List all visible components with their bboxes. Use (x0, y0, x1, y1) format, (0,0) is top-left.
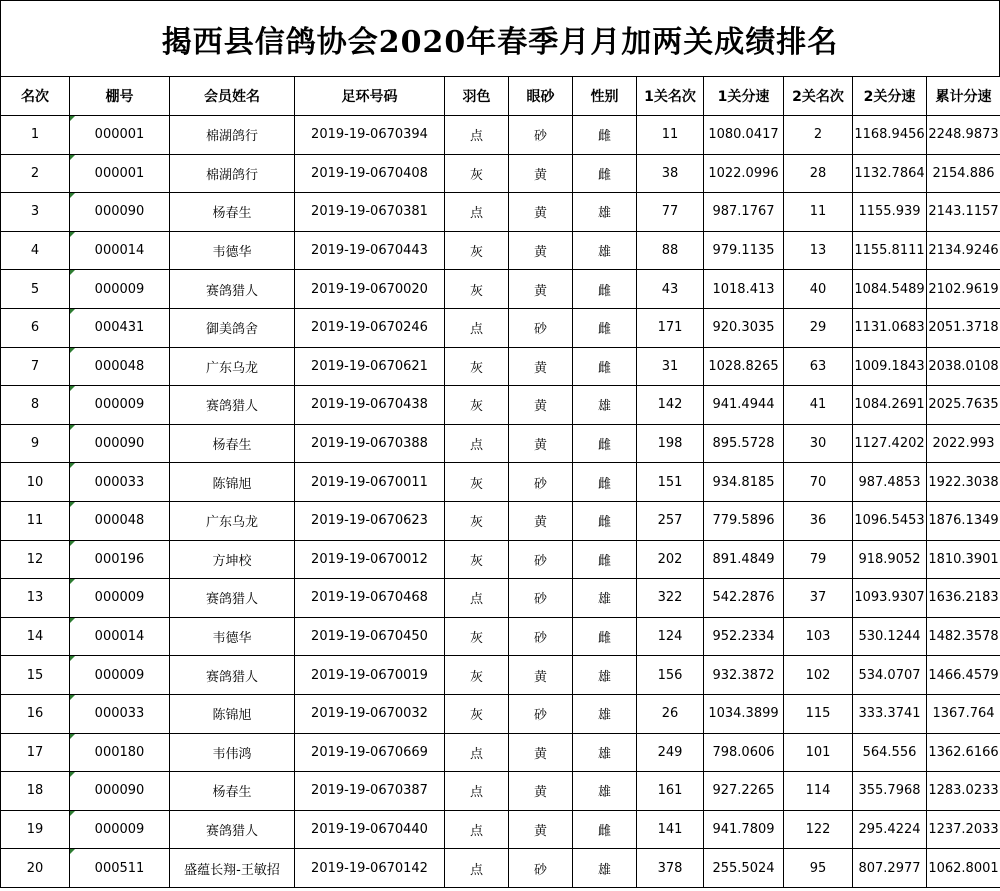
stage2-rank-cell[interactable]: 37 (784, 579, 853, 618)
sex-cell[interactable]: 雄 (573, 386, 637, 425)
stage1-speed-cell[interactable]: 1028.8265 (704, 347, 784, 386)
stage2-rank-cell[interactable]: 122 (784, 810, 853, 849)
member-name-cell[interactable]: 陈锦旭 (170, 694, 295, 733)
sex-cell[interactable]: 雌 (573, 501, 637, 540)
stage2-rank-cell[interactable]: 13 (784, 231, 853, 270)
sex-cell[interactable]: 雄 (573, 193, 637, 232)
table-row (1, 424, 1000, 463)
feather-color-cell[interactable]: 灰 (445, 540, 509, 579)
feather-color-cell[interactable]: 点 (445, 308, 509, 347)
table-row (1, 617, 1000, 656)
stage2-speed-cell[interactable]: 1132.7864 (853, 154, 927, 193)
stage2-rank-cell[interactable]: 29 (784, 308, 853, 347)
stage1-rank-cell[interactable]: 161 (637, 772, 704, 811)
member-name-cell[interactable]: 赛鸽猎人 (170, 386, 295, 425)
rank-cell[interactable]: 18 (1, 772, 70, 811)
stage2-rank-cell[interactable]: 36 (784, 501, 853, 540)
ring-number-cell[interactable]: 2019-19-0670669 (295, 733, 445, 772)
rank-cell[interactable]: 12 (1, 540, 70, 579)
stage2-rank-cell[interactable]: 103 (784, 617, 853, 656)
eye-sand-cell[interactable]: 砂 (509, 579, 573, 618)
feather-color-cell[interactable]: 点 (445, 849, 509, 888)
eye-sand-cell[interactable]: 砂 (509, 116, 573, 155)
stage2-speed-cell[interactable]: 1131.0683 (853, 308, 927, 347)
feather-color-cell[interactable]: 灰 (445, 617, 509, 656)
loft-number-cell[interactable]: 000033 (70, 694, 170, 733)
sex-cell[interactable]: 雌 (573, 617, 637, 656)
table-row (1, 231, 1000, 270)
table-row (1, 772, 1000, 811)
stage2-rank-cell[interactable]: 2 (784, 116, 853, 155)
eye-sand-cell[interactable]: 黄 (509, 193, 573, 232)
stage2-rank-cell[interactable]: 28 (784, 154, 853, 193)
loft-number-cell[interactable]: 000090 (70, 772, 170, 811)
feather-color-cell[interactable]: 灰 (445, 501, 509, 540)
table-row (1, 733, 1000, 772)
header-cell[interactable]: 1关分速 (704, 77, 784, 116)
table-row (1, 193, 1000, 232)
rank-cell[interactable]: 11 (1, 501, 70, 540)
eye-sand-cell[interactable]: 砂 (509, 308, 573, 347)
header-cell[interactable]: 羽色 (445, 77, 509, 116)
stage1-speed-cell[interactable]: 1034.3899 (704, 694, 784, 733)
stage1-rank-cell[interactable]: 142 (637, 386, 704, 425)
stage2-rank-cell[interactable]: 40 (784, 270, 853, 309)
rank-cell[interactable]: 1 (1, 116, 70, 155)
table-row (1, 540, 1000, 579)
rank-cell[interactable]: 7 (1, 347, 70, 386)
sex-cell[interactable]: 雌 (573, 308, 637, 347)
stage1-rank-cell[interactable]: 38 (637, 154, 704, 193)
stage2-rank-cell[interactable]: 102 (784, 656, 853, 695)
total-speed-cell[interactable]: 2038.0108 (927, 347, 1000, 386)
stage1-speed-cell[interactable]: 1080.0417 (704, 116, 784, 155)
stage1-rank-cell[interactable]: 88 (637, 231, 704, 270)
loft-number-cell[interactable]: 000009 (70, 656, 170, 695)
header-cell[interactable]: 1关名次 (637, 77, 704, 116)
stage1-rank-cell[interactable]: 11 (637, 116, 704, 155)
member-name-cell[interactable]: 韦伟鸿 (170, 733, 295, 772)
member-name-cell[interactable]: 杨春生 (170, 193, 295, 232)
table-row (1, 270, 1000, 309)
feather-color-cell[interactable]: 灰 (445, 270, 509, 309)
eye-sand-cell[interactable]: 砂 (509, 617, 573, 656)
total-speed-cell[interactable]: 1367.764 (927, 694, 1000, 733)
rank-cell[interactable]: 9 (1, 424, 70, 463)
total-speed-cell[interactable]: 1482.3578 (927, 617, 1000, 656)
stage2-rank-cell[interactable]: 70 (784, 463, 853, 502)
header-cell[interactable]: 足环号码 (295, 77, 445, 116)
total-speed-cell[interactable]: 2154.886 (927, 154, 1000, 193)
stage2-rank-cell[interactable]: 95 (784, 849, 853, 888)
total-speed-cell[interactable]: 1283.0233 (927, 772, 1000, 811)
loft-number-cell[interactable]: 000090 (70, 193, 170, 232)
table-row (1, 810, 1000, 849)
stage1-speed-cell[interactable]: 987.1767 (704, 193, 784, 232)
total-speed-cell[interactable]: 2134.9246 (927, 231, 1000, 270)
total-speed-cell[interactable]: 1062.8001 (927, 849, 1000, 888)
stage2-speed-cell[interactable]: 295.4224 (853, 810, 927, 849)
ring-number-cell[interactable]: 2019-19-0670621 (295, 347, 445, 386)
stage1-rank-cell[interactable]: 124 (637, 617, 704, 656)
stage1-rank-cell[interactable]: 171 (637, 308, 704, 347)
ring-number-cell[interactable]: 2019-19-0670443 (295, 231, 445, 270)
sex-cell[interactable]: 雄 (573, 579, 637, 618)
member-name-cell[interactable]: 方坤校 (170, 540, 295, 579)
sex-cell[interactable]: 雄 (573, 231, 637, 270)
ring-number-cell[interactable]: 2019-19-0670438 (295, 386, 445, 425)
sex-cell[interactable]: 雌 (573, 810, 637, 849)
eye-sand-cell[interactable]: 黄 (509, 772, 573, 811)
loft-number-cell[interactable]: 000048 (70, 501, 170, 540)
rank-cell[interactable]: 6 (1, 308, 70, 347)
stage2-speed-cell[interactable]: 1155.8111 (853, 231, 927, 270)
total-speed-cell[interactable]: 1922.3038 (927, 463, 1000, 502)
feather-color-cell[interactable]: 灰 (445, 694, 509, 733)
stage2-rank-cell[interactable]: 101 (784, 733, 853, 772)
eye-sand-cell[interactable]: 黄 (509, 424, 573, 463)
sheet-title: 揭西县信鸽协会2020年春季月月加两关成绩排名 (0, 0, 1000, 76)
member-name-cell[interactable]: 陈锦旭 (170, 463, 295, 502)
stage1-rank-cell[interactable]: 31 (637, 347, 704, 386)
table-row (1, 308, 1000, 347)
eye-sand-cell[interactable]: 砂 (509, 849, 573, 888)
stage2-rank-cell[interactable]: 11 (784, 193, 853, 232)
rank-cell[interactable]: 3 (1, 193, 70, 232)
member-name-cell[interactable]: 广东乌龙 (170, 347, 295, 386)
stage1-rank-cell[interactable]: 198 (637, 424, 704, 463)
stage1-rank-cell[interactable]: 141 (637, 810, 704, 849)
feather-color-cell[interactable]: 灰 (445, 656, 509, 695)
loft-number-cell[interactable]: 000009 (70, 810, 170, 849)
total-speed-cell[interactable]: 2022.993 (927, 424, 1000, 463)
eye-sand-cell[interactable]: 砂 (509, 540, 573, 579)
stage1-speed-cell[interactable]: 1022.0996 (704, 154, 784, 193)
rank-cell[interactable]: 16 (1, 694, 70, 733)
stage2-speed-cell[interactable]: 1009.1843 (853, 347, 927, 386)
total-speed-cell[interactable]: 1466.4579 (927, 656, 1000, 695)
header-cell[interactable]: 2关分速 (853, 77, 927, 116)
stage1-rank-cell[interactable]: 322 (637, 579, 704, 618)
stage1-rank-cell[interactable]: 43 (637, 270, 704, 309)
stage2-rank-cell[interactable]: 115 (784, 694, 853, 733)
loft-number-cell[interactable]: 000001 (70, 116, 170, 155)
stage1-speed-cell[interactable]: 542.2876 (704, 579, 784, 618)
member-name-cell[interactable]: 赛鸽猎人 (170, 579, 295, 618)
stage2-speed-cell[interactable]: 534.0707 (853, 656, 927, 695)
table-row (1, 463, 1000, 502)
header-cell[interactable]: 眼砂 (509, 77, 573, 116)
total-speed-cell[interactable]: 1636.2183 (927, 579, 1000, 618)
sex-cell[interactable]: 雌 (573, 270, 637, 309)
stage2-speed-cell[interactable]: 1084.2691 (853, 386, 927, 425)
eye-sand-cell[interactable]: 黄 (509, 386, 573, 425)
member-name-cell[interactable]: 棉湖鸽行 (170, 116, 295, 155)
table-row (1, 501, 1000, 540)
loft-number-cell[interactable]: 000033 (70, 463, 170, 502)
sex-cell[interactable]: 雄 (573, 694, 637, 733)
eye-sand-cell[interactable]: 黄 (509, 733, 573, 772)
stage1-speed-cell[interactable]: 932.3872 (704, 656, 784, 695)
member-name-cell[interactable]: 御美鸽舍 (170, 308, 295, 347)
stage1-rank-cell[interactable]: 151 (637, 463, 704, 502)
ring-number-cell[interactable]: 2019-19-0670246 (295, 308, 445, 347)
loft-number-cell[interactable]: 000001 (70, 154, 170, 193)
member-name-cell[interactable]: 盛蕴长翔-王敏招 (170, 849, 295, 888)
stage1-speed-cell[interactable]: 255.5024 (704, 849, 784, 888)
feather-color-cell[interactable]: 点 (445, 733, 509, 772)
loft-number-cell[interactable]: 000009 (70, 386, 170, 425)
member-name-cell[interactable]: 赛鸽猎人 (170, 270, 295, 309)
ring-number-cell[interactable]: 2019-19-0670381 (295, 193, 445, 232)
feather-color-cell[interactable]: 点 (445, 579, 509, 618)
loft-number-cell[interactable]: 000511 (70, 849, 170, 888)
sex-cell[interactable]: 雌 (573, 347, 637, 386)
stage1-rank-cell[interactable]: 77 (637, 193, 704, 232)
sex-cell[interactable]: 雌 (573, 116, 637, 155)
rank-cell[interactable]: 2 (1, 154, 70, 193)
rank-cell[interactable]: 15 (1, 656, 70, 695)
sex-cell[interactable]: 雄 (573, 733, 637, 772)
rank-cell[interactable]: 19 (1, 810, 70, 849)
member-name-cell[interactable]: 韦德华 (170, 617, 295, 656)
eye-sand-cell[interactable]: 黄 (509, 154, 573, 193)
stage1-speed-cell[interactable]: 934.8185 (704, 463, 784, 502)
total-speed-cell[interactable]: 2248.9873 (927, 116, 1000, 155)
stage2-rank-cell[interactable]: 114 (784, 772, 853, 811)
table-row (1, 154, 1000, 193)
stage2-speed-cell[interactable]: 918.9052 (853, 540, 927, 579)
total-speed-cell[interactable]: 1810.3901 (927, 540, 1000, 579)
member-name-cell[interactable]: 棉湖鸽行 (170, 154, 295, 193)
eye-sand-cell[interactable]: 黄 (509, 347, 573, 386)
sex-cell[interactable]: 雌 (573, 424, 637, 463)
eye-sand-cell[interactable]: 黄 (509, 270, 573, 309)
table-row (1, 347, 1000, 386)
loft-number-cell[interactable]: 000090 (70, 424, 170, 463)
stage2-speed-cell[interactable]: 1084.5489 (853, 270, 927, 309)
feather-color-cell[interactable]: 灰 (445, 347, 509, 386)
rank-cell[interactable]: 13 (1, 579, 70, 618)
feather-color-cell[interactable]: 灰 (445, 154, 509, 193)
rank-cell[interactable]: 4 (1, 231, 70, 270)
ring-number-cell[interactable]: 2019-19-0670440 (295, 810, 445, 849)
table-row (1, 116, 1000, 155)
feather-color-cell[interactable]: 点 (445, 116, 509, 155)
stage2-speed-cell[interactable]: 807.2977 (853, 849, 927, 888)
member-name-cell[interactable]: 广东乌龙 (170, 501, 295, 540)
sex-cell[interactable]: 雄 (573, 772, 637, 811)
stage1-speed-cell[interactable]: 952.2334 (704, 617, 784, 656)
stage2-speed-cell[interactable]: 333.3741 (853, 694, 927, 733)
ring-number-cell[interactable]: 2019-19-0670011 (295, 463, 445, 502)
ring-number-cell[interactable]: 2019-19-0670032 (295, 694, 445, 733)
sex-cell[interactable]: 雄 (573, 849, 637, 888)
ring-number-cell[interactable]: 2019-19-0670450 (295, 617, 445, 656)
ring-number-cell[interactable]: 2019-19-0670388 (295, 424, 445, 463)
ranking-table (0, 76, 1000, 888)
header-cell[interactable]: 名次 (1, 77, 70, 116)
eye-sand-cell[interactable]: 砂 (509, 694, 573, 733)
header-row (1, 77, 1000, 116)
rank-cell[interactable]: 5 (1, 270, 70, 309)
sex-cell[interactable]: 雄 (573, 656, 637, 695)
stage1-rank-cell[interactable]: 257 (637, 501, 704, 540)
rank-cell[interactable]: 17 (1, 733, 70, 772)
member-name-cell[interactable]: 杨春生 (170, 424, 295, 463)
member-name-cell[interactable]: 韦德华 (170, 231, 295, 270)
stage1-speed-cell[interactable]: 1018.413 (704, 270, 784, 309)
stage2-speed-cell[interactable]: 1093.9307 (853, 579, 927, 618)
sex-cell[interactable]: 雌 (573, 540, 637, 579)
total-speed-cell[interactable]: 2025.7635 (927, 386, 1000, 425)
ring-number-cell[interactable]: 2019-19-0670408 (295, 154, 445, 193)
header-cell[interactable]: 2关名次 (784, 77, 853, 116)
stage1-speed-cell[interactable]: 891.4849 (704, 540, 784, 579)
eye-sand-cell[interactable]: 黄 (509, 231, 573, 270)
sex-cell[interactable]: 雌 (573, 463, 637, 502)
stage2-speed-cell[interactable]: 530.1244 (853, 617, 927, 656)
member-name-cell[interactable]: 赛鸽猎人 (170, 810, 295, 849)
ring-number-cell[interactable]: 2019-19-0670394 (295, 116, 445, 155)
total-speed-cell[interactable]: 1362.6166 (927, 733, 1000, 772)
feather-color-cell[interactable]: 灰 (445, 463, 509, 502)
stage1-speed-cell[interactable]: 779.5896 (704, 501, 784, 540)
stage1-speed-cell[interactable]: 927.2265 (704, 772, 784, 811)
total-speed-cell[interactable]: 1237.2033 (927, 810, 1000, 849)
eye-sand-cell[interactable]: 砂 (509, 463, 573, 502)
eye-sand-cell[interactable]: 黄 (509, 810, 573, 849)
total-speed-cell[interactable]: 1876.1349 (927, 501, 1000, 540)
ring-number-cell[interactable]: 2019-19-0670468 (295, 579, 445, 618)
sex-cell[interactable]: 雌 (573, 154, 637, 193)
ring-number-cell[interactable]: 2019-19-0670012 (295, 540, 445, 579)
rank-cell[interactable]: 8 (1, 386, 70, 425)
member-name-cell[interactable]: 赛鸽猎人 (170, 656, 295, 695)
feather-color-cell[interactable]: 灰 (445, 386, 509, 425)
rank-cell[interactable]: 10 (1, 463, 70, 502)
ring-number-cell[interactable]: 2019-19-0670142 (295, 849, 445, 888)
stage1-rank-cell[interactable]: 156 (637, 656, 704, 695)
loft-number-cell[interactable]: 000196 (70, 540, 170, 579)
loft-number-cell[interactable]: 000014 (70, 617, 170, 656)
stage1-speed-cell[interactable]: 798.0606 (704, 733, 784, 772)
stage1-rank-cell[interactable]: 202 (637, 540, 704, 579)
ring-number-cell[interactable]: 2019-19-0670387 (295, 772, 445, 811)
stage1-speed-cell[interactable]: 941.4944 (704, 386, 784, 425)
ring-number-cell[interactable]: 2019-19-0670623 (295, 501, 445, 540)
header-cell[interactable]: 棚号 (70, 77, 170, 116)
loft-number-cell[interactable]: 000180 (70, 733, 170, 772)
stage1-rank-cell[interactable]: 249 (637, 733, 704, 772)
feather-color-cell[interactable]: 点 (445, 772, 509, 811)
table-row (1, 656, 1000, 695)
header-cell[interactable]: 累计分速 (927, 77, 1000, 116)
stage1-rank-cell[interactable]: 378 (637, 849, 704, 888)
stage2-rank-cell[interactable]: 30 (784, 424, 853, 463)
stage1-speed-cell[interactable]: 941.7809 (704, 810, 784, 849)
feather-color-cell[interactable]: 灰 (445, 231, 509, 270)
stage2-speed-cell[interactable]: 1127.4202 (853, 424, 927, 463)
ring-number-cell[interactable]: 2019-19-0670019 (295, 656, 445, 695)
total-speed-cell[interactable]: 2143.1157 (927, 193, 1000, 232)
stage2-rank-cell[interactable]: 79 (784, 540, 853, 579)
stage2-speed-cell[interactable]: 355.7968 (853, 772, 927, 811)
header-cell[interactable]: 性别 (573, 77, 637, 116)
loft-number-cell[interactable]: 000009 (70, 270, 170, 309)
stage1-speed-cell[interactable]: 895.5728 (704, 424, 784, 463)
header-cell[interactable]: 会员姓名 (170, 77, 295, 116)
table-row (1, 386, 1000, 425)
rank-cell[interactable]: 20 (1, 849, 70, 888)
total-speed-cell[interactable]: 2051.3718 (927, 308, 1000, 347)
feather-color-cell[interactable]: 点 (445, 193, 509, 232)
total-speed-cell[interactable]: 2102.9619 (927, 270, 1000, 309)
feather-color-cell[interactable]: 点 (445, 810, 509, 849)
stage2-rank-cell[interactable]: 41 (784, 386, 853, 425)
stage1-speed-cell[interactable]: 920.3035 (704, 308, 784, 347)
stage1-speed-cell[interactable]: 979.1135 (704, 231, 784, 270)
stage1-rank-cell[interactable]: 26 (637, 694, 704, 733)
stage2-speed-cell[interactable]: 987.4853 (853, 463, 927, 502)
rank-cell[interactable]: 14 (1, 617, 70, 656)
table-row (1, 694, 1000, 733)
loft-number-cell[interactable]: 000431 (70, 308, 170, 347)
stage2-speed-cell[interactable]: 1096.5453 (853, 501, 927, 540)
table-body (1, 116, 1000, 888)
stage2-speed-cell[interactable]: 564.556 (853, 733, 927, 772)
stage2-speed-cell[interactable]: 1155.939 (853, 193, 927, 232)
loft-number-cell[interactable]: 000048 (70, 347, 170, 386)
stage2-rank-cell[interactable]: 63 (784, 347, 853, 386)
table-row (1, 579, 1000, 618)
eye-sand-cell[interactable]: 黄 (509, 501, 573, 540)
feather-color-cell[interactable]: 点 (445, 424, 509, 463)
loft-number-cell[interactable]: 000014 (70, 231, 170, 270)
loft-number-cell[interactable]: 000009 (70, 579, 170, 618)
stage2-speed-cell[interactable]: 1168.9456 (853, 116, 927, 155)
member-name-cell[interactable]: 杨春生 (170, 772, 295, 811)
ring-number-cell[interactable]: 2019-19-0670020 (295, 270, 445, 309)
eye-sand-cell[interactable]: 黄 (509, 656, 573, 695)
table-row (1, 849, 1000, 888)
